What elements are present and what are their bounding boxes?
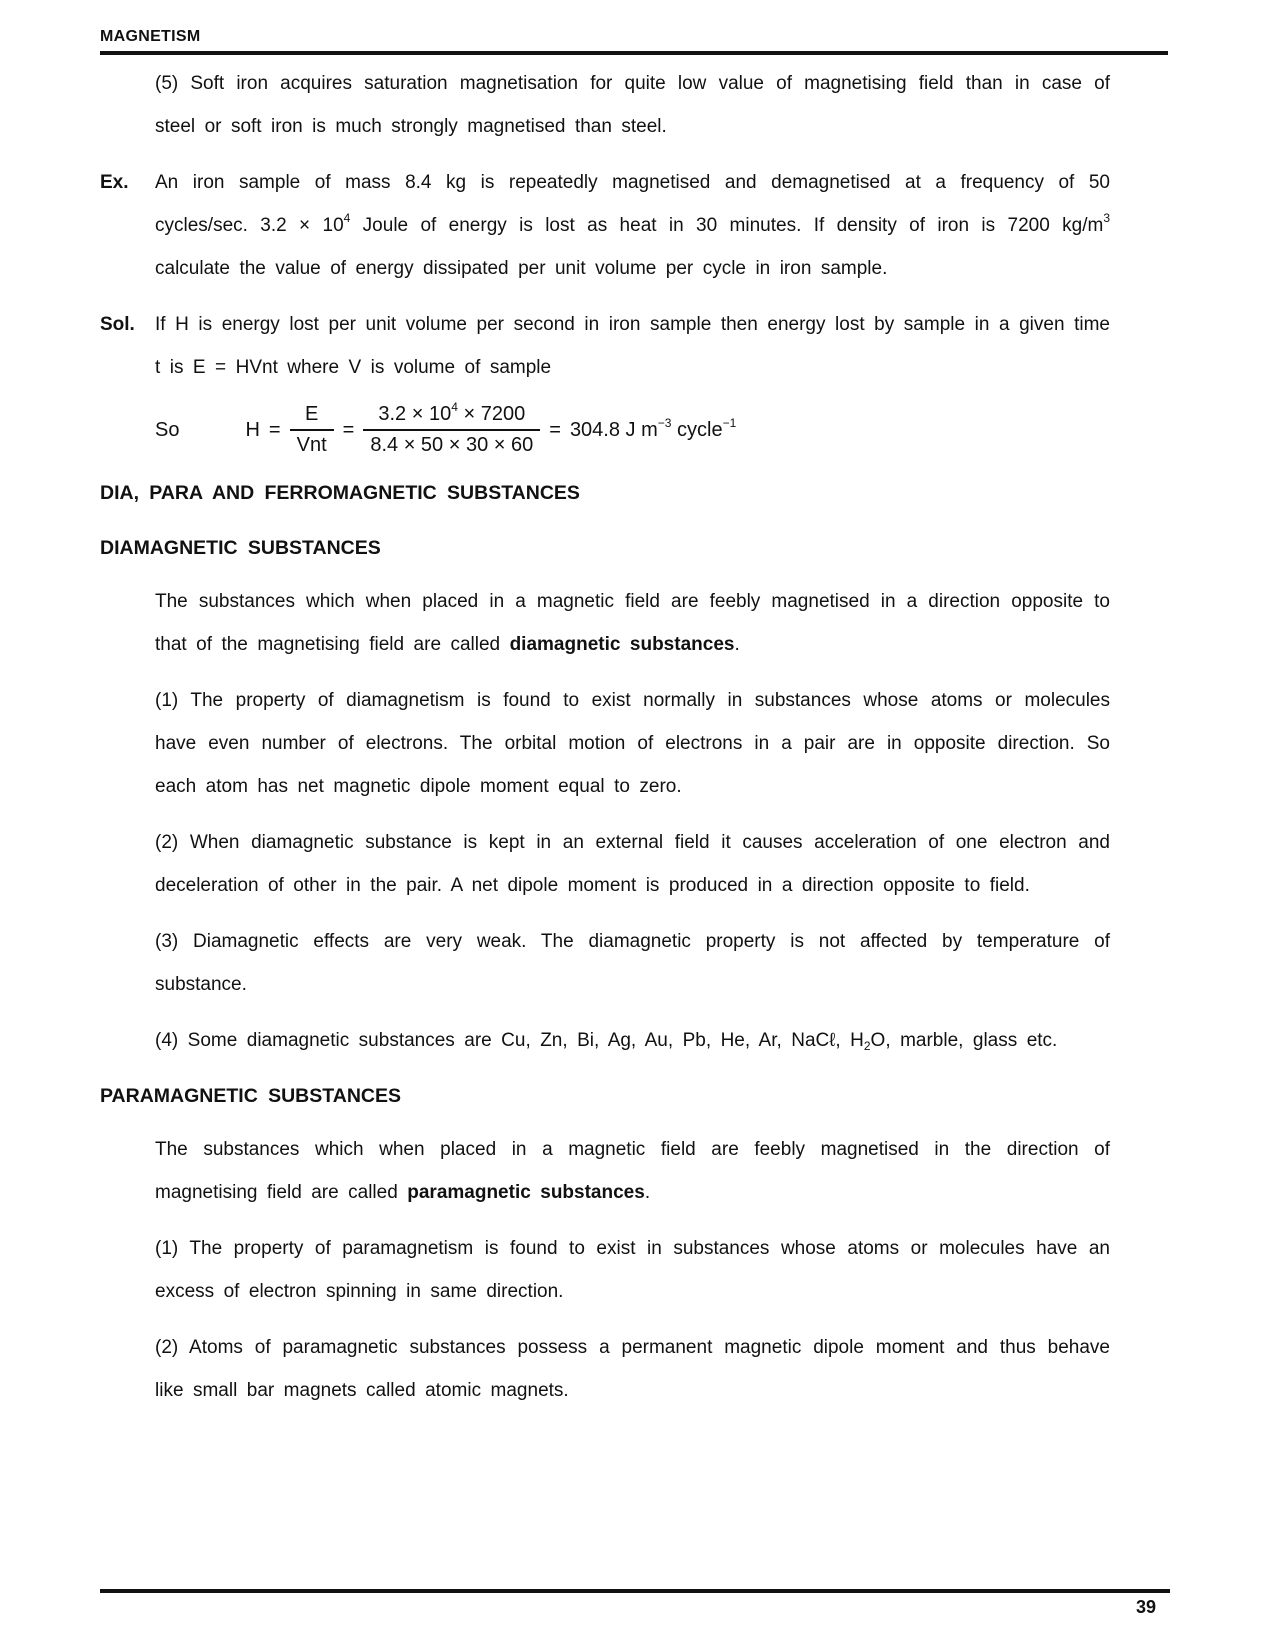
diamagnetic-intro-period: .: [734, 634, 740, 655]
formula-equals-1: =: [268, 418, 281, 441]
fraction-2-numerator: [363, 402, 540, 429]
fraction-2-num-text: 3.2 × 10: [378, 403, 452, 425]
diamagnetic-point-3: (3) Diamagnetic effects are very weak. The diamagnetic property is not affected by temperature of substance.: [155, 931, 1110, 995]
diamagnetic-intro-bold-term: diamagnetic substances: [509, 634, 735, 655]
example-text-a: An iron sample of mass 8.4 kg is repeatedly magnetised and demagnetised at a frequency of 50 cycles/sec. 3.2 × 10: [155, 172, 1110, 236]
page-number: 39: [1135, 1597, 1156, 1617]
diamagnetic-point-4-text-b: O, marble, glass etc.: [870, 1030, 1058, 1051]
section-heading-dia-para-ferro: DIA, PARA AND FERROMAGNETIC SUBSTANCES: [100, 482, 580, 504]
energy-formula: [155, 402, 1168, 458]
solution-paragraph: If H is energy lost per unit volume per second in iron sample then energy lost by sample in a given time t is E = HVnt where V is volume of sample: [155, 314, 1110, 378]
fraction-1-denominator: Vnt: [290, 429, 334, 458]
solution-block: [100, 303, 1168, 389]
section-heading-paramagnetic: PARAMAGNETIC SUBSTANCES: [100, 1085, 401, 1107]
result-exponent-2: −1: [722, 415, 737, 430]
fraction-2-num-exponent: 4: [451, 400, 458, 414]
diamagnetic-intro-paragraph: [155, 580, 1110, 666]
example-exponent-b: 3: [1103, 211, 1110, 225]
example-text-b: Joule of energy is lost as heat in 30 minutes. If density of iron is 7200 kg/m: [350, 215, 1104, 236]
solution-label: Sol.: [100, 314, 135, 335]
formula-equals-3: =: [549, 418, 561, 441]
example-text-c: calculate the value of energy dissipated per unit volume per cycle in iron sample.: [155, 258, 888, 279]
example-exponent-a: 4: [343, 211, 351, 225]
section-heading-diamagnetic: DIAMAGNETIC SUBSTANCES: [100, 537, 381, 559]
example-label: Ex.: [100, 172, 129, 193]
para-point-5: (5) Soft iron acquires saturation magnetisation for quite low value of magnetising field than in case of steel or soft iron is much strongly magnetised than steel.: [155, 73, 1110, 137]
fraction-1-numerator: E: [304, 403, 319, 425]
diamagnetic-point-4-text: (4) Some diamagnetic substances are Cu, Zn, Bi, Ag, Au, Pb, He, Ar, NaCℓ, H: [155, 1030, 864, 1051]
water-subscript: 2: [863, 1039, 871, 1053]
diamagnetic-intro-text: The substances which when placed in a magnetic field are feebly magnetised in a direction opposite to that of the magnetising field are called: [155, 591, 1110, 655]
fraction-2-denominator: 8.4 × 50 × 30 × 60: [363, 429, 540, 458]
paramagnetic-point-2: (2) Atoms of paramagnetic substances possess a permanent magnetic dipole moment and thus behave like small bar magnets called atomic magnets.: [155, 1337, 1110, 1401]
diamagnetic-point-1: (1) The property of diamagnetism is found to exist normally in substances whose atoms or molecules have even number of electrons. The orbital motion of electrons in a pair are in opposite direction. So each atom has net magnetic dipole moment equal to zero.: [155, 690, 1110, 797]
page-header: [100, 28, 1168, 55]
result-exponent-1: −3: [657, 415, 672, 430]
formula-intro-word: So: [155, 418, 180, 441]
fraction-2-num-text-b: × 7200: [457, 403, 526, 425]
footer-rule: [100, 1589, 1170, 1593]
paramagnetic-intro-period: .: [644, 1182, 651, 1203]
paramagnetic-intro-text: The substances which when placed in a magnetic field are feebly magnetised in the direction of magnetising field are called: [155, 1139, 1110, 1203]
formula-fraction-1: [290, 402, 334, 458]
header-rule: [100, 51, 1168, 55]
diamagnetic-point-2: (2) When diamagnetic substance is kept in an external field it causes acceleration of one electron and deceleration of other in the pair. A net dipole moment is produced in a direction opposite to field.: [155, 832, 1110, 896]
formula-lhs: H: [245, 418, 260, 441]
result-unit: cycle: [671, 418, 723, 441]
paramagnetic-point-1: (1) The property of paramagnetism is found to exist in substances whose atoms or molecules have an excess of electron spinning in same direction.: [155, 1238, 1110, 1302]
formula-equals-2: =: [342, 418, 355, 441]
example-paragraph: [155, 161, 1110, 290]
page-title: MAGNETISM: [100, 28, 201, 45]
formula-fraction-2: [363, 402, 540, 458]
diamagnetic-point-4: [155, 1019, 1110, 1062]
formula-expression: [245, 402, 736, 458]
page-body: [100, 62, 1168, 1425]
formula-result: [569, 415, 737, 442]
paramagnetic-intro-paragraph: [155, 1128, 1110, 1214]
example-block: [100, 161, 1168, 290]
result-value: 304.8 J m: [569, 418, 658, 441]
paramagnetic-intro-bold-term: paramagnetic substances: [407, 1182, 645, 1203]
